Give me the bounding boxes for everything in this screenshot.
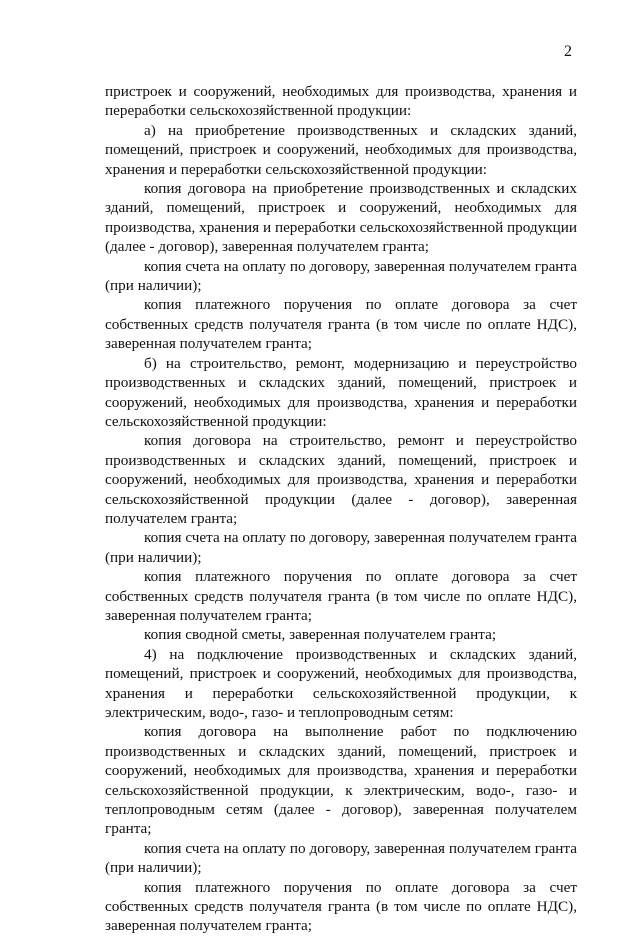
page-number: 2: [564, 43, 572, 60]
paragraph-item-b: б) на строительство, ремонт, модернизацию и переустройство производственных и складских зданий, помещений, пристроек и сооружений, необходимых для производства, хранения и переработки сельскохозяйственной продукции:: [105, 354, 577, 430]
paragraph-invoice-copy: копия счета на оплату по договору, заверенная получателем гранта (при наличии);: [105, 839, 577, 877]
paragraph-item-a: а) на приобретение производственных и складских зданий, помещений, пристроек и сооружений, необходимых для производства, хранения и переработки сельскохозяйственной продукции:: [105, 121, 577, 178]
paragraph-continuation: пристроек и сооружений, необходимых для производства, хранения и переработки сельскохозяйственной продукции:: [105, 83, 577, 120]
paragraph-payment-order-copy: копия платежного поручения по оплате договора за счет собственных средств получателя гранта (в том числе по оплате НДС), заверенная получателем гранта;: [105, 568, 577, 624]
paragraph-invoice-copy: копия счета на оплату по договору, заверенная получателем гранта (при наличии);: [105, 529, 577, 566]
paragraph-payment-order-copy: копия платежного поручения по оплате договора за счет собственных средств получателя гранта (в том числе по оплате НДС), заверенная получателем гранта;: [105, 296, 577, 353]
paragraph-contract-copy: копия договора на строительство, ремонт и переустройство производственных и складских зданий, помещений, пристроек и сооружений, необходимых для производства, хранения и переработки сельскохозяйственной продукции (далее - договор), заверенная получателем гранта;: [105, 432, 577, 527]
paragraph-contract-copy: копия договора на приобретение производственных и складских зданий, помещений, пристроек и сооружений, необходимых для производства, хранения и переработки сельскохозяйственной продукции (далее - договор), заверенная получателем гранта;: [105, 180, 577, 256]
paragraph-payment-order-copy: копия платежного поручения по оплате договора за счет собственных средств получателя гранта (в том числе по оплате НДС), заверенная получателем гранта;: [105, 878, 577, 935]
document-body: [105, 82, 577, 936]
paragraph-contract-copy: копия договора на выполнение работ по подключению производственных и складских зданий, помещений, пристроек и сооружений, необходимых для производства, хранения и переработки сельскохозяйственной продукции, к электрическим, водо-, газо- и теплопроводным сетям (далее - договор), заверенная получателем гранта;: [105, 723, 577, 838]
paragraph-item-4: 4) на подключение производственных и складских зданий, помещений, пристроек и сооружений, необходимых для производства, хранения и переработки сельскохозяйственной продукции, к электрическим, водо-, газо- и теплопроводным сетям:: [105, 645, 577, 721]
paragraph-estimate-copy: копия сводной сметы, заверенная получателем гранта;: [144, 626, 497, 644]
paragraph-invoice-copy: копия счета на оплату по договору, заверенная получателем гранта (при наличии);: [105, 257, 577, 295]
